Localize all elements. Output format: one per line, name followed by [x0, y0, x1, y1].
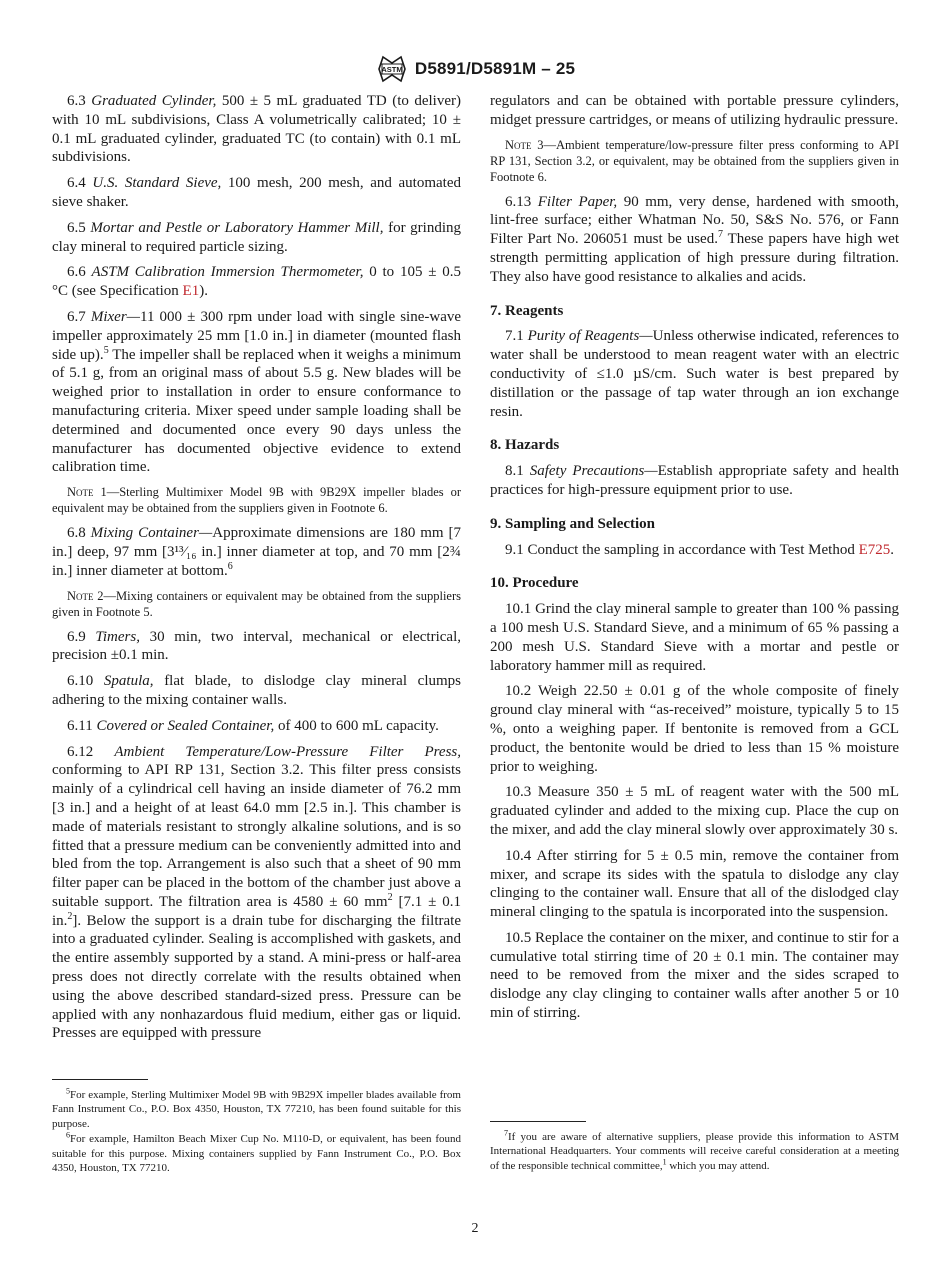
left-footnotes [52, 1079, 461, 1176]
left-column [52, 92, 461, 1050]
specification-e1-link[interactable]: E1 [182, 283, 200, 300]
footnote-divider [490, 1121, 586, 1122]
footnote-7: $^7$If you are aware of alternative suppliers, please provide this information to ASTM International Headquarters. Your comments will receive careful consideration at a meeting of the responsible technical committee,$^1$ which you may attend. [490, 1128, 899, 1172]
right-footnotes [490, 1121, 899, 1174]
footnote-ref-5: 5 [103, 344, 109, 356]
section-6-3: 6.3 Graduated Cylinder, 500 ± 5 mL graduated TD (to deliver) with 10 mL subdivisions, Class A volumetrically calibrated; 10 ± 0.1 mL graduated cylinder, graduated TC (to contain) with 0.1 mL subdivisions. [52, 93, 461, 166]
heading-reagents: 7. Reagents [490, 302, 564, 319]
note-2: Note 2—Mixing containers or equivalent may be obtained from the suppliers given in Footnote 5. [52, 588, 462, 619]
footnote-ref-7: 7 [717, 229, 723, 241]
heading-procedure: 10. Procedure [490, 575, 579, 592]
section-6-11: 6.11 Covered or Sealed Container, of 400 to 600 mL capacity. [67, 717, 439, 734]
section-6-13: 6.13 Filter Paper, 90 mm, very dense, hardened with smooth, lint-free surface; either Whatman No. 50, S&S No. 576, or Fann Filter Part No. 206051 must be used.$^7$ These papers have high wet strength permitting application of high pressure during filtration. They also have good resistance to alkalies and acids. [490, 193, 899, 285]
note-3: Note 3—Ambient temperature/low-pressure filter press conforming to API RP 131, Section 3.2, or equivalent, may be obtained from the suppliers given in Footnote 6. [490, 137, 899, 184]
section-10-4: 10.4 After stirring for 5 ± 0.5 min, remove the container from mixer, and scrape its sides with the spatula to dislodge any clay clinging to the container wall. Ensure that all of the dislodged clay mineral clinging to the spatula is incorporated into the suspension. [490, 847, 899, 921]
astm-logo-icon [375, 54, 409, 84]
section-6-12: 6.12 Ambient Temperature/Low-Pressure Filter Press, conforming to API RP 131, Section 3.2. This filter press consists mainly of a cylindrical cell having an inside diameter of 76.2 mm [3 in.] and a height of at least 64.0 mm [2.5 in.]. This chamber is made of materials resistant to strongly alkaline solutions, and is so fitted that a pressure medium can be conveniently admitted into and bled from the top. Arrangement is also such that a sheet of 90 mm filter paper can be placed in the bottom of the chamber just above a suitable support. The filtration area is 4580 ± 60 $mm^2$ [7.1 ± 0.1 in.$^2$]. Below the support is a drain tube for discharging the filtrate into a graduated cylinder. Sealing is accomplished with gaskets, and the entire assembly supported by a stand. A mini-press or half-area press does not directly correlate with the results obtained when using the above described standard-sized press. Pressure can be applied with any nonhazardous fluid medium, either gas or liquid. Presses are equipped with pressure [52, 743, 462, 1042]
section-10-3: 10.3 Measure 350 ± 5 mL of reagent water with the 500 mL graduated cylinder and added to the mixing cup. Place the cup on the mixer, and add the clay mineral slowly over approximately 30 s. [490, 784, 900, 838]
section-6-4: 6.4 U.S. Standard Sieve, 100 mesh, 200 mesh, and automated sieve shaker. [52, 175, 461, 210]
section-10-1: 10.1 Grind the clay mineral sample to greater than 100 % passing a 100 mesh U.S. Standard Sieve, and a minimum of 65 % passing a 200 mesh U.S. Standard Sieve with a mortar and pestle or laboratory hammer mill as required. [490, 601, 899, 674]
section-7-1: 7.1 Purity of Reagents—Unless otherwise indicated, references to water shall be understood to mean reagent water with an electric conductivity of ≤1.0 µS/cm. Such water is best prepared by distillation or the passage of tap water through an ion exchange resin. [490, 328, 900, 420]
footnote-5: $^5$For example, Sterling Multimixer Model 9B with 9B29X impeller blades available from Fann Instrument Co., P.O. Box 4350, Houston, TX 77210, has been found suitable for this purpose. [52, 1086, 461, 1130]
page-header [0, 54, 950, 84]
standard-designation: D5891/D5891M – 25 [414, 59, 576, 78]
footnote-ref-6: 6 [227, 560, 233, 572]
section-6-12-continued: regulators and can be obtained with portable pressure cylinders, midget pressure cartridges, or means of utilizing hydraulic pressure. [490, 93, 899, 128]
section-6-9: 6.9 Timers, 30 min, two interval, mechanical or electrical, precision ±0.1 min. [52, 628, 461, 664]
footnote-6: $^6$For example, Hamilton Beach Mixer Cup No. M110-D, or equivalent, has been found suitable for this purpose. Mixing containers supplied by Fann Instrument Co., P.O. Box 4350, Houston, TX 77210. [52, 1130, 461, 1175]
section-6-5: 6.5 Mortar and Pestle or Laboratory Hammer Mill, for grinding clay mineral to required particle sizing. [52, 219, 462, 255]
section-6-10: 6.10 Spatula, flat blade, to dislodge clay mineral clumps adhering to the mixing container walls. [52, 673, 462, 708]
footnote-divider [52, 1079, 148, 1080]
heading-sampling: 9. Sampling and Selection [490, 515, 656, 532]
section-10-5: 10.5 Replace the container on the mixer, and continue to stir for a cumulative total stirring time of 20 ± 0.1 min. The container may need to be removed from the mixer and the sides scraped to dislodge any clay clinging to container walls after another 5 or 10 min of stirring. [490, 929, 899, 1022]
note-1: Note 1—Sterling Multimixer Model 9B with 9B29X impeller blades or equivalent may be obtained from the suppliers given in Footnote 6. [52, 485, 461, 516]
test-method-e725-link[interactable]: E725 [858, 541, 891, 558]
section-6-7: 6.7 Mixer—11 000 ± 300 rpm under load with single sine-wave impeller approximately 25 mm [1.0 in.] in diameter (mounted flash side up).$^5$ The impeller shall be replaced when it weighs a minimum of 5.1 g, from an original mass of about 5.5 g. New blades will be weighed prior to installation in order to ensure conformance to manufacturing criteria. Mixer speed under sample loading shall be determined and documented once every 90 days unless the manufacturer has documented objective evidence to extend calibration time. [52, 308, 462, 476]
right-column [490, 92, 899, 1030]
section-10-2: 10.2 Weigh 22.50 ± 0.01 g of the whole composite of finely ground clay mineral with “as-received” moisture, typically 5 to 15 %, onto a weighing paper. If bentonite is removed from a GCL product, the bentonite would be dried to less than 15 % moisture prior to weighing. [490, 683, 899, 775]
section-6-6: 6.6 ASTM Calibration Immersion Thermometer, 0 to 105 ± 0.5 °C (see Specification E1). [52, 264, 461, 300]
page-number: 2 [471, 1221, 479, 1236]
section-9-1: 9.1 Conduct the sampling in accordance with Test Method E725. [505, 541, 895, 558]
logo-text: ASTM [381, 65, 403, 74]
section-6-8: 6.8 Mixing Container—Approximate dimensions are 180 mm [7 in.] deep, 97 mm [3¹³⁄₁₆ in.] inner diameter at top, and 70 mm [2¾ in.] inner diameter at bottom.$^6$ [52, 525, 461, 579]
section-8-1: 8.1 Safety Precautions—Establish appropriate safety and health practices for high-pressure equipment prior to use. [490, 463, 899, 498]
heading-hazards: 8. Hazards [490, 437, 560, 454]
